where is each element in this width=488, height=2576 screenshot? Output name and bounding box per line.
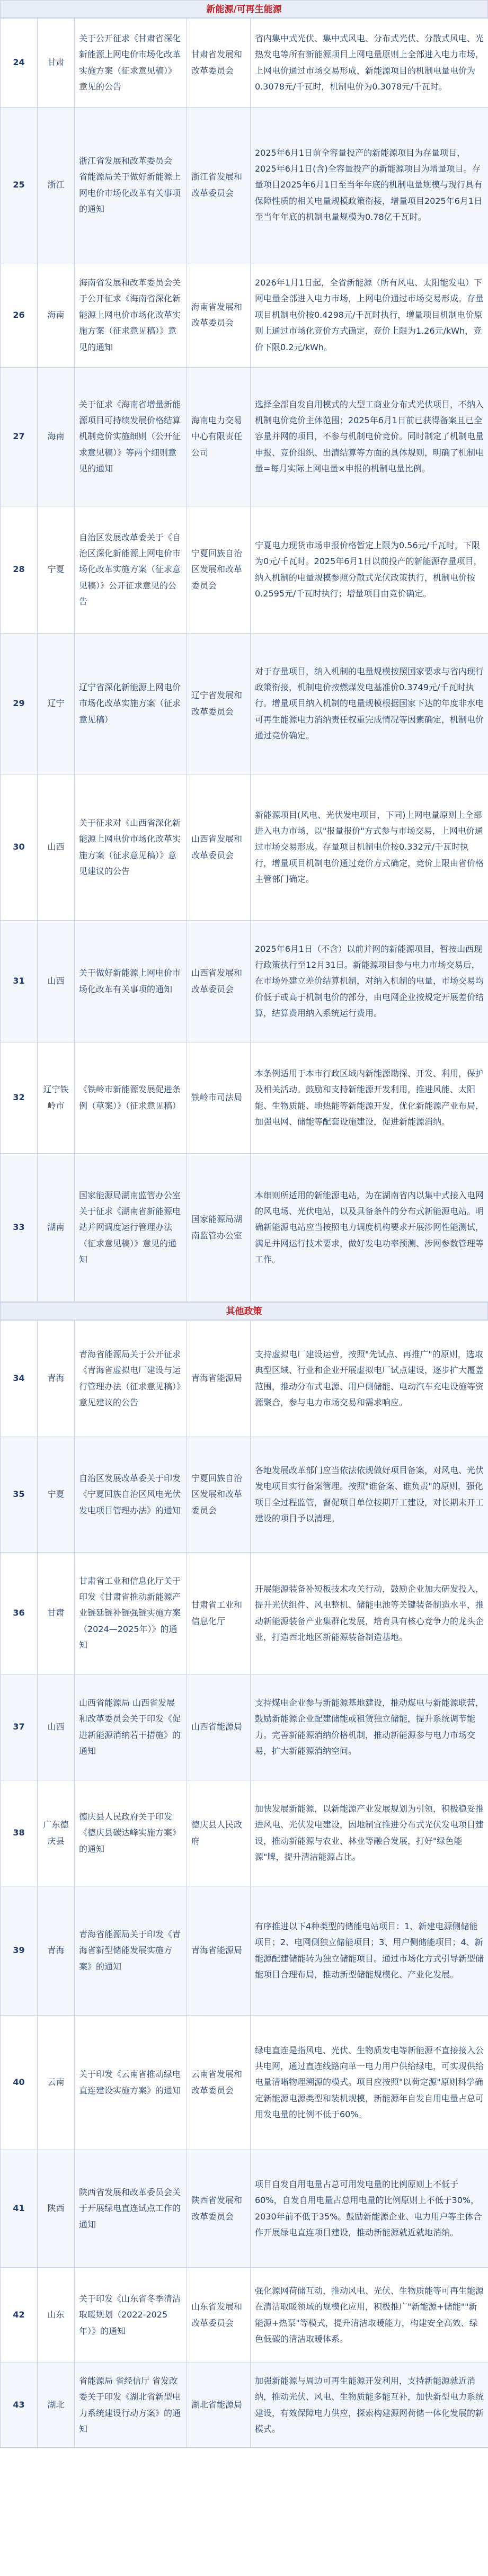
table-row (1, 774, 488, 921)
row-department: 宁夏回族自治区发展和改革委员会 (187, 506, 251, 634)
row-department: 山东省发展和改革委员会 (187, 2268, 251, 2363)
row-department: 青海省能源局 (187, 1321, 251, 1437)
row-content: 项目自发自用电量占总可用发电量的比例原则上不低于60%，自发自用电量占总用电量的比例原则上不低于30%，2030年前不低于35%。鼓励新能源企业、电力用户等主体合作开展绿电直连项目建设，推动新能源就近就地消纳。 (251, 2150, 488, 2268)
table-row (1, 19, 488, 108)
row-title: 青海省能源局关于公开征求《青海省虚拟电厂建设与运行管理办法（征求意见稿）》意见建议的公告 (75, 1321, 187, 1437)
table-row (1, 634, 488, 774)
row-title: 关于公开征求《甘肃省深化新能源上网电价市场化改革实施方案（征求意见稿）》意见的公告 (75, 19, 187, 108)
row-number: 33 (1, 1154, 38, 1302)
row-content: 2026年1月1日起，全省新能源（所有风电、太阳能发电）下网电量全部进入电力市场，上网电价通过市场交易形成。存量项目机制电价按0.4298元/千瓦时执行，增量项目机制电价原则上通过市场化竞价方式确定，竞价上限为1.26元/kWh，竞价下限0.2元/kWh。 (251, 263, 488, 368)
table-row (1, 108, 488, 263)
row-department: 国家能源局湖南监管办公室 (187, 1154, 251, 1302)
row-number: 36 (1, 1553, 38, 1674)
row-department: 山西省能源局 (187, 1674, 251, 1780)
row-content: 开展能源装备补短板技术攻关行动，鼓励企业加大研发投入，提升光伏组件、风电整机、储能电池等关键装备制造水平，推动新能源装备产业集群化发展，培育具有核心竞争力的龙头企业，打造西北地区新能源装备制造基地。 (251, 1553, 488, 1674)
row-department: 云南省发展和改革委员会 (187, 2016, 251, 2150)
row-title: 省能源局 省经信厅 省发改委关于印发《湖北省新型电力系统建设行动方案》的通知 (75, 2363, 187, 2448)
row-content: 省内集中式光伏、集中式风电、分布式光伏、分散式风电、光热发电等所有新能源项目上网电量原则上全部进入电力市场，上网电价通过市场交易形成，新能源项目的机制电量电价为0.3078元/千瓦时，机制电价为0.3078元/千瓦时。 (251, 19, 488, 108)
table-row (1, 2150, 488, 2268)
row-content: 宁夏电力现货市场申报价格暂定上限为0.56元/千瓦时，下限为0元/千瓦时。2025年6月1日以前投产的新能源存量项目，纳入机制的电量规模参照分散式光伏政策执行，机制电价按0.2595元/千瓦时执行；增量项目由竞价确定。 (251, 506, 488, 634)
row-department: 海南电力交易中心有限责任公司 (187, 368, 251, 506)
table-row (1, 921, 488, 1042)
table-row (1, 1042, 488, 1154)
row-region: 陕西 (38, 2150, 75, 2268)
row-title: 关于做好新能源上网电价市场化改革有关事项的通知 (75, 921, 187, 1042)
row-department: 宁夏回族自治区发展和改革委员会 (187, 1437, 251, 1553)
row-region: 湖北 (38, 2363, 75, 2448)
row-number: 29 (1, 634, 38, 774)
row-region: 青海 (38, 1886, 75, 2016)
row-region: 浙江 (38, 108, 75, 263)
row-content: 有序推进以下4种类型的储能电站项目：1、新建电源侧储能项目；2、电网侧独立储能项目；3、用户侧储能项目；4、新能源配建储能转为独立储能项目。通过市场化方式引导新型储能项目合理布局，推动新型储能规模化、产业化发展。 (251, 1886, 488, 2016)
row-department: 甘肃省工业和信息化厅 (187, 1553, 251, 1674)
row-department: 青海省能源局 (187, 1886, 251, 2016)
table-row (1, 1674, 488, 1780)
table-row (1, 2268, 488, 2363)
row-region: 辽宁 (38, 634, 75, 774)
row-content: 加强新能源与周边可再生能源开发利用，支持新能源就近消纳，推动光伏、风电、生物质能多能互补，加快新型电力系统建设，有效保障电力供应，探索构建源网荷储一体化发展的新模式。 (251, 2363, 488, 2448)
row-number: 40 (1, 2016, 38, 2150)
table-row (1, 1780, 488, 1886)
row-region: 海南 (38, 368, 75, 506)
row-title: 关于印发《云南省推动绿电直连建设实施方案》的通知 (75, 2016, 187, 2150)
table-row (1, 1154, 488, 1302)
row-title: 青海省能源局关于印发《青海省新型储能发展实施方案》的通知 (75, 1886, 187, 2016)
row-region: 宁夏 (38, 1437, 75, 1553)
row-number: 35 (1, 1437, 38, 1553)
row-region: 山西 (38, 921, 75, 1042)
row-department: 湖北省能源局 (187, 2363, 251, 2448)
row-region: 甘肃 (38, 19, 75, 108)
row-number: 34 (1, 1321, 38, 1437)
row-number: 38 (1, 1780, 38, 1886)
row-content: 支持虚拟电厂建设运营，按照"先试点、再推广"的原则，选取典型区域、行业和企业开展虚拟电厂试点建设，逐步扩大覆盖范围，推动分布式电源、用户侧储能、电动汽车充电设施等资源聚合，参与电力市场交易和需求响应。 (251, 1321, 488, 1437)
row-content: 本条例适用于本市行政区域内新能源勘探、开发、利用，保护及相关活动。鼓励和支持新能源开发利用，推进风能、太阳能、生物质能、地热能等新能源开发，优化新能源产业布局，加强电网、储能等配套设施建设，促进新能源消纳。 (251, 1042, 488, 1154)
policy-table-renewable (0, 18, 488, 1302)
row-department: 浙江省发展和改革委员会 (187, 108, 251, 263)
row-department: 铁岭市司法局 (187, 1042, 251, 1154)
table-row (1, 1886, 488, 2016)
row-number: 43 (1, 2363, 38, 2448)
row-region: 甘肃 (38, 1553, 75, 1674)
row-content: 加快发展新能源，以新能源产业发展规划为引领，积极稳妥推进风电、光伏发电建设，因地制宜推进分布式光伏发电项目建设，推动新能源与农业、林业等融合发展，打好"绿色能源"牌，提升清洁能源占比。 (251, 1780, 488, 1886)
row-department: 甘肃省发展和改革委员会 (187, 19, 251, 108)
row-department: 山西省发展和改革委员会 (187, 921, 251, 1042)
row-region: 山西 (38, 1674, 75, 1780)
table-row (1, 506, 488, 634)
row-content: 2025年6月1日（不含）以前并网的新能源项目，暂按山西现行政策执行至12月31日。新能源项目参与电力市场交易后，在市场外建立差价结算机制，对纳入机制的电量，市场交易均价低于或高于机制电价的部分，由电网企业按规定开展差价结算，结算费用纳入系统运行费用。 (251, 921, 488, 1042)
row-region: 云南 (38, 2016, 75, 2150)
row-content: 绿电直连是指风电、光伏、生物质发电等新能源不直接接入公共电网，通过直连线路向单一电力用户供给绿电，可实现供给电量清晰物理溯源的模式。项目应按照"以荷定源"原则科学确定新能源电源类型和装机规模，新能源年自发自用电量占总可用发电量的比例不低于60%。 (251, 2016, 488, 2150)
section-header-renewable: 新能源/可再生能源 (0, 0, 488, 18)
row-number: 37 (1, 1674, 38, 1780)
row-region: 宁夏 (38, 506, 75, 634)
row-title: 辽宁省深化新能源上网电价市场化改革实施方案（征求意见稿） (75, 634, 187, 774)
row-content: 2025年6月1日前全容量投产的新能源项目为存量项目，2025年6月1日(含)全容量投产的新能源项目为增量项目。存量项目2025年6月1日至当年年底的机制电量规模与现行具有保障性质的相关电量规模政策衔接，增量项目2025年6月1日至当年年底的机制电量规模为0.78亿千瓦时。 (251, 108, 488, 263)
row-content: 新能源项目(风电、光伏发电项目，下同)上网电量原则上全部进入电力市场，以"报量报价"方式参与市场交易，上网电价通过市场交易形成。存量项目机制电价按0.332元/千瓦时执行，增量项目机制电价通过竞价方式确定，竞价上限由省价格主管部门确定。 (251, 774, 488, 921)
row-number: 39 (1, 1886, 38, 2016)
row-department: 海南省发展和改革委员会 (187, 263, 251, 368)
table-row (1, 368, 488, 506)
table-row (1, 263, 488, 368)
table-row (1, 2016, 488, 2150)
row-number: 24 (1, 19, 38, 108)
row-region: 湖南 (38, 1154, 75, 1302)
row-department: 辽宁省发展和改革委员会 (187, 634, 251, 774)
row-region: 海南 (38, 263, 75, 368)
row-title: 甘肃省工业和信息化厅关于印发《甘肃省推动新能源产业链延链补链强链实施方案（2024—2025年）》的通知 (75, 1553, 187, 1674)
table-row (1, 1321, 488, 1437)
row-department: 山西省发展和改革委员会 (187, 774, 251, 921)
row-title: 国家能源局湖南监管办公室关于征求《湖南省新能源电站并网调度运行管理办法（征求意见稿）》意见的通知 (75, 1154, 187, 1302)
row-number: 27 (1, 368, 38, 506)
row-content: 选择全部自发自用模式的大型工商业分布式光伏项目，不纳入机制电价竞价主体范围；2025年6月1日前已获得备案且已全容量并网的项目，不参与机制电价竞价。同时制定了机制电量申报、竞价组织、出清结算等方面的具体规则，明确了机制电量=每月实际上网电量×申报的机制电量比例。 (251, 368, 488, 506)
row-title: 德庆县人民政府关于印发《德庆县碳达峰实施方案》的通知 (75, 1780, 187, 1886)
row-content: 强化源网荷储互动，推动风电、光伏、生物质能等可再生能源在清洁取暖领域的规模化应用，积极推广"新能源+储能""新能源+热泵"等模式，提升清洁取暖能力，构建安全高效、绿色低碳的清洁取暖体系。 (251, 2268, 488, 2363)
section-header-other: 其他政策 (0, 1302, 488, 1320)
row-content: 本细则所适用的新能源电站，为在湖南省内以集中式接入电网的风电场、光伏电站，以及具备条件的分布式新能源电站。明确新能源电站应当按照电力调度机构要求开展涉网性能测试，满足并网运行技术要求，做好发电功率预测、涉网参数管理等工作。 (251, 1154, 488, 1302)
row-department: 德庆县人民政府 (187, 1780, 251, 1886)
row-title: 关于征求《海南省增量新能源项目可持续发展价格结算机制竞价实施细则（公开征求意见稿）》等两个细则意见的通知 (75, 368, 187, 506)
row-region: 辽宁铁岭市 (38, 1042, 75, 1154)
row-number: 42 (1, 2268, 38, 2363)
row-title: 浙江省发展和改革委员会 省能源局关于做好新能源上网电价市场化改革有关事项的通知 (75, 108, 187, 263)
row-content: 各地发展改革部门应当依法依规做好项目备案，对风电、光伏发电项目实行备案管理。按照"谁备案、谁负责"的原则，强化项目全过程监管，督促项目单位按期开工建设，对长期未开工建设的项目予以清理。 (251, 1437, 488, 1553)
row-title: 《铁岭市新能源发展促进条例（草案）》（征求意见稿） (75, 1042, 187, 1154)
row-title: 山西省能源局 山西省发展和改革委员会关于印发《促进新能源消纳若干措施》的通知 (75, 1674, 187, 1780)
row-number: 30 (1, 774, 38, 921)
row-number: 26 (1, 263, 38, 368)
row-number: 32 (1, 1042, 38, 1154)
row-region: 广东德庆县 (38, 1780, 75, 1886)
policy-table-other (0, 1320, 488, 2448)
row-content: 对于存量项目，纳入机制的电量规模按照国家要求与省内现行政策衔接，机制电价按燃煤发电基准价0.3749元/千瓦时执行。增量项目纳入机制的电量规模根据国家下达的年度非水电可再生能源电力消纳责任权重完成情况等因素确定，机制电价通过竞价确定。 (251, 634, 488, 774)
row-title: 关于征求对《山西省深化新能源上网电价市场化改革实施方案（征求意见稿）》意见建议的公告 (75, 774, 187, 921)
row-number: 25 (1, 108, 38, 263)
row-region: 山东 (38, 2268, 75, 2363)
table-row (1, 2363, 488, 2448)
row-number: 41 (1, 2150, 38, 2268)
row-region: 山西 (38, 774, 75, 921)
table-row (1, 1437, 488, 1553)
table-row (1, 1553, 488, 1674)
row-title: 海南省发展和改革委员会关于公开征求《海南省深化新能源上网电价市场化改革实施方案（征求意见稿）》意见的通知 (75, 263, 187, 368)
row-region: 青海 (38, 1321, 75, 1437)
row-title: 关于印发《山东省冬季清洁取暖规划（2022-2025年）》的通知 (75, 2268, 187, 2363)
row-title: 自治区发展改革委关于《自治区深化新能源上网电价市场化改革实施方案（征求意见稿）》公开征求意见的公告 (75, 506, 187, 634)
row-number: 31 (1, 921, 38, 1042)
row-content: 支持煤电企业参与新能源基地建设，推动煤电与新能源联营，鼓励新能源企业配建储能或租赁独立储能，提升系统调节能力。完善新能源消纳价格机制，推动新能源参与电力市场交易，扩大新能源消纳空间。 (251, 1674, 488, 1780)
row-number: 28 (1, 506, 38, 634)
row-title: 自治区发展改革委关于印发《宁夏回族自治区风电光伏发电项目管理办法》的通知 (75, 1437, 187, 1553)
row-title: 陕西省发展和改革委员会关于开展绿电直连试点工作的通知 (75, 2150, 187, 2268)
row-department: 陕西省发展和改革委员会 (187, 2150, 251, 2268)
